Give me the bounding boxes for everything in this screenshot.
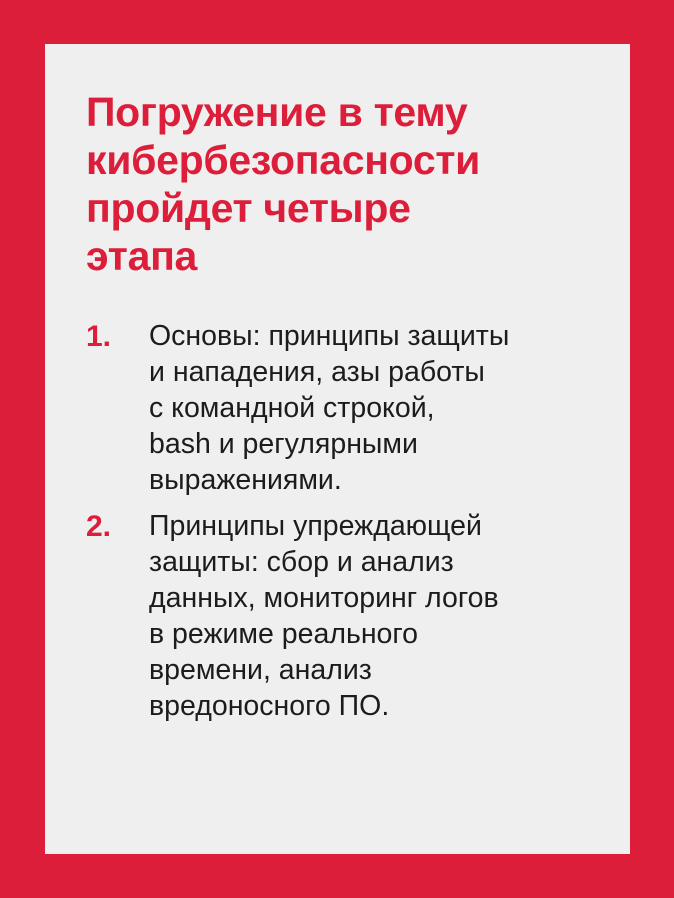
list-item-text: Основы: принципы защиты и нападения, азы работы с командной строкой, bash и регулярными выражениями. [149, 320, 510, 496]
page-title: Погружение в тему кибербезопасности пройдет четыре этапа [86, 89, 481, 279]
content-card [45, 44, 630, 854]
list-item-number: 1. [86, 320, 112, 353]
list-item-number: 2. [86, 510, 112, 543]
list-item-text: Принципы упреждающей защиты: сбор и анализ данных, мониторинг логов в режиме реального времени, анализ вредоносного ПО. [149, 510, 499, 722]
